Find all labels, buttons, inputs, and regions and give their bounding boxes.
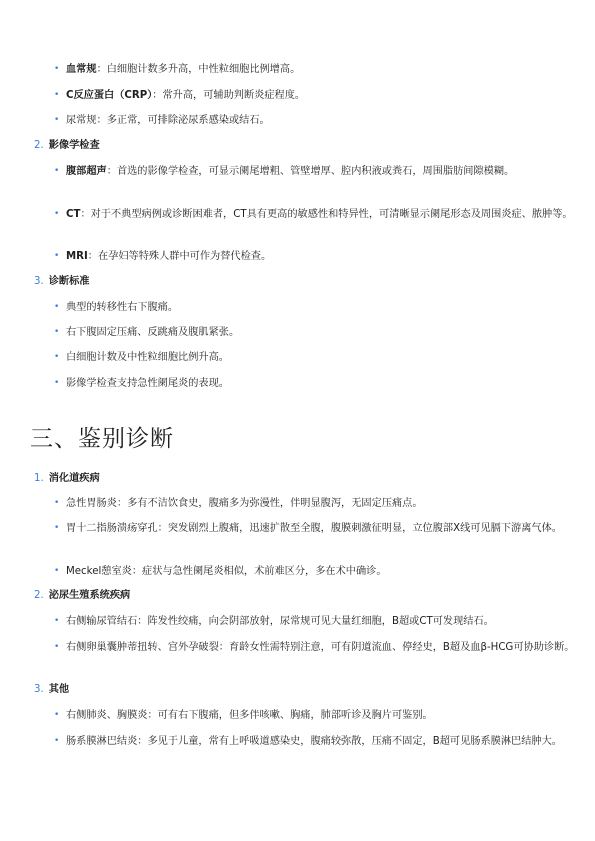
item-term: CT [66, 209, 81, 220]
item-term: C反应蛋白（CRP） [66, 90, 153, 101]
item-text: 首选的影像学检查，可显示阑尾增粗、管壁增厚、腔内积液或粪石，周围脂肪间隙模糊。 [116, 166, 515, 177]
item-text: 胃十二指肠溃疡穿孔：突发剧烈上腹痛，迅速扩散至全腹，腹膜刺激征明显，立位腹部X线可见膈下游离气体。 [66, 523, 562, 534]
bullet-icon: • [54, 498, 60, 508]
bullet-icon: • [54, 251, 60, 261]
section-number: 1. [34, 473, 44, 484]
list-item [54, 563, 579, 580]
item-sep: ： [96, 64, 107, 75]
item-text: 典型的转移性右下腹痛。 [66, 302, 179, 313]
page-heading: 三、鉴别诊断 [30, 426, 174, 452]
list-item [54, 206, 579, 223]
section-title: 其他 [48, 684, 70, 695]
item-text: 影像学检查支持急性阑尾炎的表现。 [66, 378, 229, 389]
list-item [54, 349, 579, 366]
bullet-icon: • [54, 64, 60, 74]
item-text: 右侧卵巢囊肿蒂扭转、宫外孕破裂：育龄女性需特别注意，可有阴道流血、停经史，B超及血β-HCG可协助诊断。 [66, 642, 575, 653]
list-item [54, 613, 579, 630]
list-item [54, 112, 579, 129]
bullet-icon: • [54, 302, 60, 312]
item-text: 白细胞计数及中性粒细胞比例升高。 [66, 352, 229, 363]
item-text: 急性胃肠炎：多有不洁饮食史，腹痛多为弥漫性，伴明显腹泻，无固定压痛点。 [66, 498, 423, 509]
list-item [54, 248, 579, 265]
item-term: MRI [66, 251, 88, 262]
bullet-icon: • [54, 166, 60, 176]
item-text: 右侧输尿管结石：阵发性绞痛，向会阴部放射，尿常规可见大量红细胞，B超或CT可发现结石。 [66, 616, 494, 627]
bullet-icon: • [54, 736, 60, 746]
list-item [54, 733, 579, 750]
item-text: 对于不典型病例或诊断困难者，CT具有更高的敏感性和特异性，可清晰显示阑尾形态及周围炎症、脓肿等。 [90, 209, 573, 220]
item-text: 肠系膜淋巴结炎：多见于儿童，常有上呼吸道感染史，腹痛较弥散，压痛不固定，B超可见肠系膜淋巴结肿大。 [66, 736, 562, 747]
section-heading [34, 683, 69, 697]
list-item [54, 707, 579, 724]
section-heading [34, 589, 130, 603]
bullet-icon: • [54, 566, 60, 576]
list-item [54, 87, 579, 104]
section-heading [34, 275, 89, 289]
bullet-icon: • [54, 642, 60, 652]
section-title: 影像学检查 [48, 140, 100, 151]
item-sep: ： [87, 251, 98, 262]
section-heading [34, 472, 100, 486]
section-number: 3. [34, 276, 44, 287]
bullet-icon: • [54, 616, 60, 626]
item-term: 血常规 [66, 64, 97, 75]
item-sep: ： [106, 166, 117, 177]
list-item [54, 163, 579, 180]
section-title: 诊断标准 [48, 276, 90, 287]
bullet-icon: • [54, 352, 60, 362]
list-item [54, 299, 579, 316]
list-item [54, 375, 579, 392]
section-number: 2. [34, 590, 44, 601]
list-item [54, 520, 579, 537]
list-item [54, 324, 579, 341]
bullet-icon: • [54, 327, 60, 337]
bullet-icon: • [54, 378, 60, 388]
item-text: 右侧肺炎、胸膜炎：可有右下腹痛，但多伴咳嗽、胸痛，肺部听诊及胸片可鉴别。 [66, 710, 433, 721]
section-number: 2. [34, 140, 44, 151]
item-text: 常升高，可辅助判断炎症程度。 [162, 90, 306, 101]
bullet-icon: • [54, 209, 60, 219]
item-text: 在孕妇等特殊人群中可作为替代检查。 [97, 251, 272, 262]
section-title: 泌尿生殖系统疾病 [48, 590, 131, 601]
section-number: 3. [34, 684, 44, 695]
bullet-icon: • [54, 523, 60, 533]
item-sep: ： [80, 209, 91, 220]
bullet-icon: • [54, 710, 60, 720]
item-text: 白细胞计数多升高，中性粒细胞比例增高。 [106, 64, 301, 75]
bullet-icon: • [54, 90, 60, 100]
item-sep: ： [152, 90, 163, 101]
item-text: Meckel憩室炎：症状与急性阑尾炎相似，术前难区分，多在术中确诊。 [66, 566, 387, 577]
item-text: 右下腹固定压痛、反跳痛及腹肌紧张。 [66, 327, 240, 338]
bullet-icon: • [54, 115, 60, 125]
item-text: 尿常规：多正常，可排除泌尿系感染或结石。 [66, 115, 270, 126]
item-term: 腹部超声 [66, 166, 107, 177]
section-title: 消化道疾病 [48, 473, 100, 484]
list-item [54, 61, 579, 78]
list-item [54, 639, 579, 656]
list-item [54, 495, 579, 512]
section-heading [34, 139, 100, 153]
